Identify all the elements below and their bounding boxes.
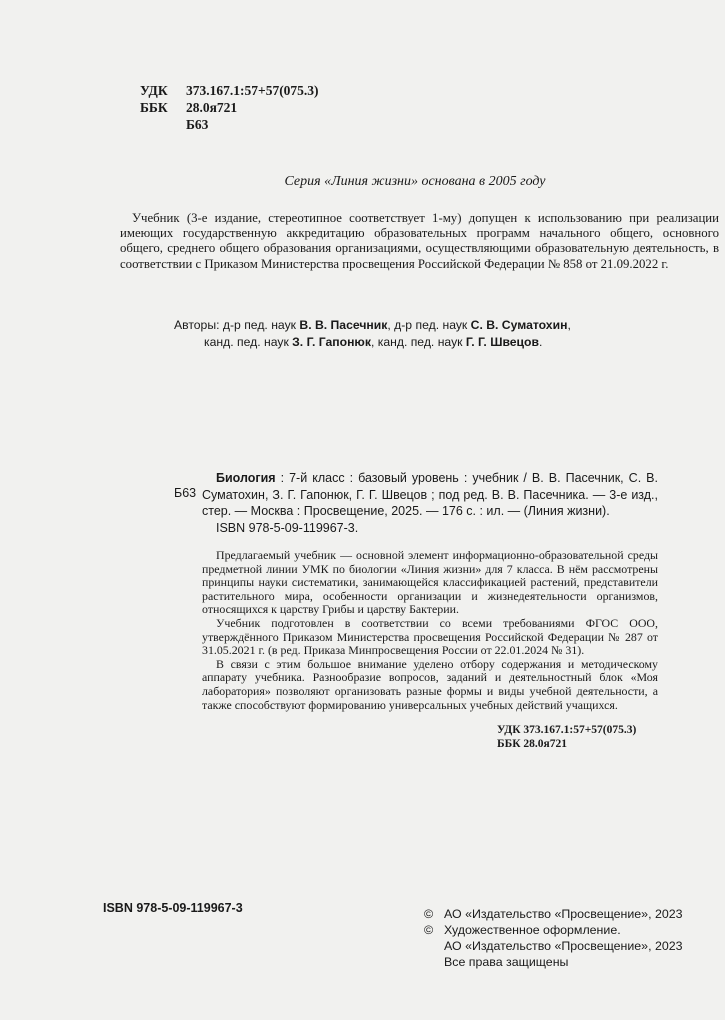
bbk-row	[140, 99, 319, 116]
copyright-symbol: ©	[424, 907, 434, 921]
copyright-line-2: © Художественное оформление.	[424, 923, 621, 937]
bbk-repeat: ББК 28.0я721	[497, 738, 568, 750]
bibliography-rest: : 7-й класс : базовый уровень : учебник / В. В. Пасечник, С. В. Суматохин, З. Г. Гапонюк, Г. Г. Швецов ; под ред. В. В. Пасечника. — 3-е изд., стер. — Москва : Просвещение, 2025. — 176 с. : ил. — (Линия жизни).	[202, 471, 658, 518]
bibliography-record	[202, 470, 658, 536]
author-4-name: Г. Г. Швецов	[465, 334, 539, 349]
author-3-name: З. Г. Гапонюк	[292, 334, 371, 349]
author-1-title: д-р пед. наук	[222, 318, 300, 332]
copyright-line-3: АО «Издательство «Просвещение», 2023	[444, 939, 683, 953]
author-2-name: С. В. Суматохин	[470, 318, 568, 332]
author-mark: Б63	[186, 117, 209, 132]
isbn-bottom: ISBN 978-5-09-119967-3	[103, 901, 243, 915]
bibliography-isbn: ISBN 978-5-09-119967-3.	[216, 520, 359, 535]
udk-key: УДК	[140, 83, 168, 98]
author-mark-row	[140, 116, 319, 133]
annotation-paragraph-1: Предлагаемый учебник — основной элемент информационно-образовательной среды предметной линии УМК по биологии «Линия жизни» для 7 класса. В нём рассмотрены принципы науки систематики, занимающейся классификацией растений, представители растительного мира, особенности организации и жизнедеятельности организмов, относящихся к царству Грибы и царству Бактерии.	[202, 548, 658, 617]
series-note: Серия «Линия жизни» основана в 2005 году	[284, 174, 546, 189]
udk-row	[140, 82, 319, 99]
authors-line-2: канд. пед. наук З. Г. Гапонюк, канд. пед. наук Г. Г. Швецов.	[204, 334, 543, 349]
annotation-paragraph-3: В связи с этим большое внимание уделено отбору содержания и методическому аппарату учебника. Разнообразие вопросов, заданий и деятельностный блок «Моя лаборатория» позволяют организовать разные формы и виды учебной деятельности, а также способствуют формированию универсальных учебных действий учащихся.	[202, 656, 658, 712]
bbk-key: ББК	[140, 100, 168, 115]
approval-text: Учебник (3-е издание, стереотипное соответствует 1-му) допущен к использованию при реализации имеющих государственную аккредитацию образовательных программ начального общего, основного общего, среднего общего образования организациями, осуществляющими образовательную деятельность, в соответствии с Приказом Министерства просвещения Российской Федерации № 858 от 21.09.2022 г.	[120, 211, 719, 271]
author-2-title: д-р пед. наук	[394, 318, 471, 332]
classification-repeat	[497, 723, 636, 751]
book-title: Биология	[216, 471, 276, 485]
authors-line-1: Авторы: д-р пед. наук В. В. Пасечник, д-р пед. наук С. В. Суматохин,	[174, 318, 571, 332]
classification-block	[140, 82, 319, 133]
authors-block	[174, 317, 694, 350]
bibliography-description	[202, 470, 658, 520]
bbk-value: 28.0я721	[186, 100, 238, 115]
author-4-title: канд. пед. наук	[377, 334, 466, 349]
show-through-decoration	[150, 735, 164, 782]
bibliography-code: Б63	[174, 486, 197, 500]
copyright-symbol: ©	[424, 923, 434, 937]
author-1-name: В. В. Пасечник	[299, 318, 388, 332]
copyright-line-1: © АО «Издательство «Просвещение», 2023	[424, 907, 683, 921]
annotation	[202, 549, 658, 712]
copyright-block	[424, 906, 683, 970]
udk-value: 373.167.1:57+57(075.3)	[186, 83, 319, 98]
annotation-paragraph-2: Учебник подготовлен в соответствии со всеми требованиями ФГОС ООО, утверждённого Приказом Министерства просвещения Российской Федерации № 287 от 31.05.2021 г. (в ред. Приказа Минпросвещения России от 22.01.2024 № 31).	[202, 615, 658, 658]
author-3-title: канд. пед. наук	[204, 334, 293, 349]
authors-prefix: Авторы:	[174, 318, 223, 332]
udk-repeat: УДК 373.167.1:57+57(075.3)	[497, 724, 637, 736]
copyright-line-4: Все права защищены	[444, 955, 569, 969]
